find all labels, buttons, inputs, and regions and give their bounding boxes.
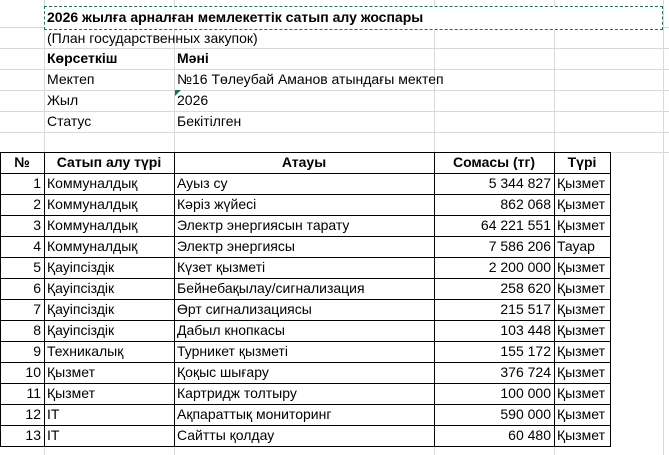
- cell-row-number[interactable]: 4: [33, 238, 41, 254]
- cell-row-number[interactable]: 9: [33, 343, 41, 359]
- cell-item-name[interactable]: Қоқыс шығару: [177, 364, 269, 380]
- cell-item-name[interactable]: Кәріз жүйесі: [177, 196, 257, 212]
- cell-item-name[interactable]: Турникет қызметі: [177, 343, 288, 359]
- header-row-number[interactable]: №: [14, 154, 30, 170]
- header-amount[interactable]: Сомасы (тг): [452, 154, 536, 170]
- table-border: [610, 152, 611, 447]
- cell-row-number[interactable]: 3: [33, 217, 41, 233]
- cell-row-number[interactable]: 12: [25, 406, 41, 422]
- cell-amount[interactable]: 2 200 000: [488, 259, 551, 275]
- cell-amount[interactable]: 590 000: [500, 406, 551, 422]
- header-item-name[interactable]: Атауы: [281, 154, 327, 170]
- cell-item-name[interactable]: Бейнебақылау/сигнализация: [177, 280, 365, 296]
- table-border: [0, 152, 1, 447]
- table-border: [0, 362, 611, 363]
- cell-row-number[interactable]: 7: [33, 301, 41, 317]
- table-border: [0, 236, 611, 237]
- page-subtitle: (План государственных закупок): [47, 30, 258, 46]
- cell-procurement-type[interactable]: Коммуналдық: [47, 196, 138, 212]
- cell-amount[interactable]: 155 172: [500, 343, 551, 359]
- table-border: [0, 383, 611, 384]
- cell-item-name[interactable]: Электр энергиясы: [177, 238, 295, 254]
- cell-row-number[interactable]: 5: [33, 259, 41, 275]
- cell-category[interactable]: Қызмет: [557, 322, 605, 338]
- cell-procurement-type[interactable]: Техникалық: [47, 343, 124, 359]
- table-border: [0, 425, 611, 426]
- cell-item-name[interactable]: Электр энергиясын тарату: [177, 217, 350, 233]
- cell-amount[interactable]: 7 586 206: [488, 238, 551, 254]
- table-border: [0, 299, 611, 300]
- cell-amount[interactable]: 215 517: [500, 301, 551, 317]
- table-border: [0, 341, 611, 342]
- cell-amount[interactable]: 862 068: [500, 196, 551, 212]
- info-label-year[interactable]: Жыл: [47, 92, 79, 108]
- cell-item-name[interactable]: Ақпараттық мониторинг: [177, 406, 332, 422]
- info-label-school[interactable]: Мектеп: [47, 71, 95, 87]
- header-procurement-type[interactable]: Сатып алу түрі: [56, 154, 162, 170]
- cell-procurement-type[interactable]: Коммуналдық: [47, 238, 138, 254]
- comment-marker-icon: [175, 90, 181, 96]
- cell-category[interactable]: Қызмет: [557, 217, 605, 233]
- info-value-status[interactable]: Бекітілген: [177, 113, 242, 129]
- info-value-year[interactable]: 2026: [177, 92, 209, 108]
- info-value-school[interactable]: №16 Төлеубай Аманов атындағы мектеп: [177, 71, 444, 87]
- cell-category[interactable]: Қызмет: [557, 343, 605, 359]
- cell-amount[interactable]: 5 344 827: [488, 175, 551, 191]
- cell-row-number[interactable]: 8: [33, 322, 41, 338]
- cell-row-number[interactable]: 2: [33, 196, 41, 212]
- cell-procurement-type[interactable]: Қауіпсіздік: [47, 259, 115, 275]
- header-category[interactable]: Түрі: [567, 154, 597, 170]
- grid-line: [663, 0, 664, 455]
- cell-procurement-type[interactable]: Қауіпсіздік: [47, 280, 115, 296]
- info-header-indicator: Көрсеткіш: [47, 50, 118, 66]
- cell-row-number[interactable]: 11: [26, 385, 41, 401]
- cell-amount[interactable]: 100 000: [500, 385, 551, 401]
- table-border: [0, 404, 611, 405]
- page-title: 2026 жылға арналған мемлекеттік сатып алу жоспары: [47, 9, 424, 25]
- cell-category[interactable]: Қызмет: [557, 175, 605, 191]
- cell-item-name[interactable]: Өрт сигнализациясы: [177, 301, 312, 317]
- cell-row-number[interactable]: 1: [33, 175, 41, 191]
- table-border: [0, 173, 611, 174]
- cell-item-name[interactable]: Күзет қызметі: [177, 259, 266, 275]
- table-border: [554, 152, 555, 447]
- cell-amount[interactable]: 376 724: [500, 364, 551, 380]
- cell-category[interactable]: Қызмет: [557, 280, 605, 296]
- cell-category[interactable]: Қызмет: [557, 259, 605, 275]
- cell-category[interactable]: Қызмет: [557, 427, 605, 443]
- table-border: [0, 278, 611, 279]
- cell-amount[interactable]: 258 620: [500, 280, 551, 296]
- cell-amount[interactable]: 60 480: [508, 427, 551, 443]
- procurement-table: [0, 152, 610, 447]
- cell-item-name[interactable]: Картридж толтыру: [177, 385, 297, 401]
- cell-category[interactable]: Қызмет: [557, 301, 605, 317]
- cell-category[interactable]: Қызмет: [557, 406, 605, 422]
- cell-row-number[interactable]: 13: [25, 427, 41, 443]
- cell-item-name[interactable]: Дабыл кнопкасы: [177, 322, 285, 338]
- table-border: [434, 152, 435, 447]
- table-border: [0, 152, 611, 153]
- table-border: [0, 446, 611, 447]
- cell-procurement-type[interactable]: Қауіпсіздік: [47, 301, 115, 317]
- info-label-status[interactable]: Статус: [47, 113, 92, 129]
- cell-procurement-type[interactable]: Қызмет: [47, 385, 95, 401]
- table-border: [0, 215, 611, 216]
- table-border: [0, 194, 611, 195]
- cell-amount[interactable]: 103 448: [500, 322, 551, 338]
- grid-line: [0, 132, 669, 133]
- cell-procurement-type[interactable]: IT: [47, 406, 60, 422]
- cell-item-name[interactable]: Ауыз су: [177, 175, 228, 191]
- cell-category[interactable]: Қызмет: [557, 385, 605, 401]
- table-border: [0, 320, 611, 321]
- cell-row-number[interactable]: 6: [33, 280, 41, 296]
- cell-procurement-type[interactable]: Қызмет: [47, 364, 95, 380]
- table-border: [44, 152, 45, 447]
- cell-item-name[interactable]: Сайтты қолдау: [177, 427, 275, 443]
- cell-amount[interactable]: 64 221 551: [480, 217, 551, 233]
- info-header-value: Мәні: [177, 50, 209, 66]
- cell-category[interactable]: Қызмет: [557, 364, 605, 380]
- cell-category[interactable]: Тауар: [557, 238, 595, 254]
- cell-row-number[interactable]: 10: [25, 364, 41, 380]
- cell-procurement-type[interactable]: Коммуналдық: [47, 217, 138, 233]
- cell-procurement-type[interactable]: Коммуналдық: [47, 175, 138, 191]
- cell-category[interactable]: Қызмет: [557, 196, 605, 212]
- cell-procurement-type[interactable]: IT: [47, 427, 60, 443]
- cell-procurement-type[interactable]: Қауіпсіздік: [47, 322, 115, 338]
- table-border: [0, 257, 611, 258]
- table-border: [174, 152, 175, 447]
